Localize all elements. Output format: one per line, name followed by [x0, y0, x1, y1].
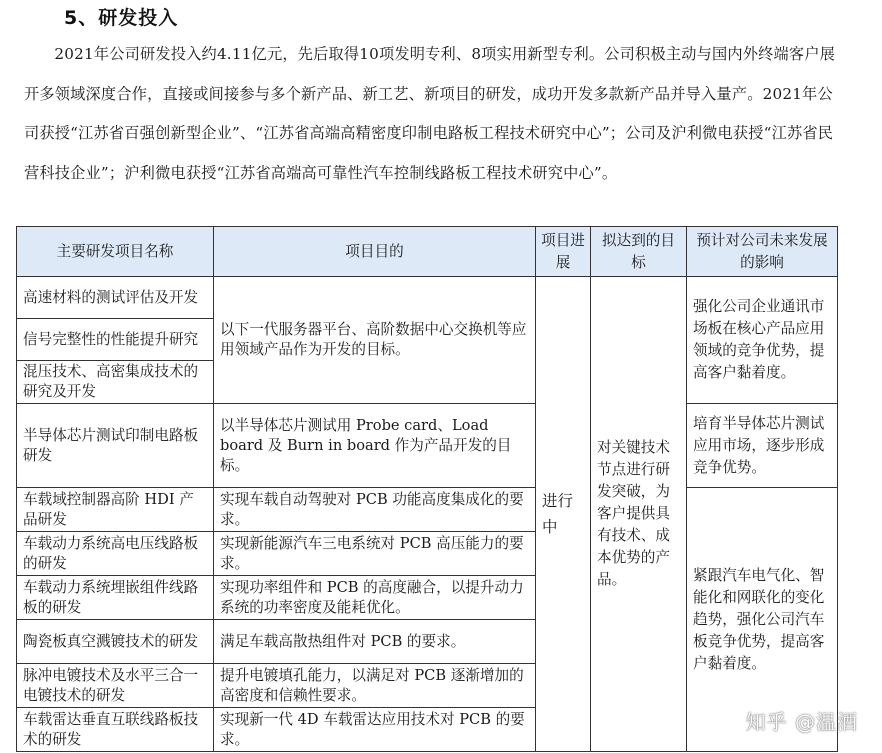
rd-projects-table: [16, 226, 838, 752]
table-row: [17, 277, 838, 319]
impact-cell: 培育半导体芯片测试应用市场，逐步形成竞争优势。: [687, 404, 838, 488]
project-name-cell: 车载动力系统埋嵌组件线路板的研发: [17, 576, 214, 620]
watermark: 知乎 @温酒: [745, 710, 858, 734]
header-project-progress: 项目进展: [536, 227, 591, 277]
project-name-cell: 混压技术、高密集成技术的研究及开发: [17, 361, 214, 404]
section-heading: 5、研发投入: [64, 7, 179, 29]
table-row: [17, 404, 838, 488]
project-purpose-cell: 提升电镀填孔能力，以满足对 PCB 逐渐增加的高密度和信赖性要求。: [214, 664, 536, 708]
target-cell: 对关键技术节点进行研发突破，为客户提供具有技术、成本优势的产品。: [591, 277, 687, 752]
project-purpose-cell: 实现新一代 4D 车载雷达应用技术对 PCB 的要求。: [214, 708, 536, 752]
project-name-cell: 陶瓷板真空溅镀技术的研发: [17, 620, 214, 664]
table-header-row: [17, 227, 838, 277]
impact-cell: 强化公司企业通讯市场板在核心产品应用领域的竞争优势，提高客户黏着度。: [687, 277, 838, 404]
impact-cell: 紧跟汽车电气化、智能化和网联化的变化趋势，强化公司汽车板竞争优势，提高客户黏着度。: [687, 488, 838, 752]
project-purpose-cell: 以半导体芯片测试用 Probe card、Load board 及 Burn in board 作为产品开发的目标。: [214, 404, 536, 488]
project-purpose-cell: 实现车载自动驾驶对 PCB 功能高度集成化的要求。: [214, 488, 536, 532]
section-paragraph: 2021年公司研发投入约4.11亿元，先后取得10项发明专利、8项实用新型专利。公司积极主动与国内外终端客户展开多领域深度合作，直接或间接参与多个新产品、新工艺、新项目的研发，成功开发多款新产品并导入量产。2021年公司获授“江苏省百强创新型企业”、“江苏省高端高精密度印制电路板工程技术研究中心”；公司及沪利微电获授“江苏省民营科技企业”；沪利微电获授“江苏省高端高可靠性汽车控制线路板工程技术研究中心”。: [24, 45, 836, 182]
project-name-cell: 脉冲电镀技术及水平三合一电镀技术的研发: [17, 664, 214, 708]
project-purpose-cell: 以下一代服务器平台、高阶数据中心交换机等应用领域产品作为开发的目标。: [214, 277, 536, 404]
table-row: [17, 488, 838, 532]
project-purpose-cell: 实现新能源汽车三电系统对 PCB 高压能力的要求。: [214, 532, 536, 576]
header-project-purpose: 项目目的: [214, 227, 536, 277]
project-name-cell: 车载域控制器高阶 HDI 产品研发: [17, 488, 214, 532]
project-name-cell: 信号完整性的性能提升研究: [17, 319, 214, 361]
header-target: 拟达到的目标: [591, 227, 687, 277]
project-progress-cell: 进行中: [536, 277, 591, 752]
project-name-cell: 车载动力系统高电压线路板的研发: [17, 532, 214, 576]
project-name-cell: 半导体芯片测试印制电路板研发: [17, 404, 214, 488]
header-impact: 预计对公司未来发展的影响: [687, 227, 838, 277]
project-purpose-cell: 满足车载高散热组件对 PCB 的要求。: [214, 620, 536, 664]
project-name-cell: 车载雷达垂直互联线路板技术的研发: [17, 708, 214, 752]
project-purpose-cell: 实现功率组件和 PCB 的高度融合，以提升动力系统的功率密度及能耗优化。: [214, 576, 536, 620]
header-project-name: 主要研发项目名称: [17, 227, 214, 277]
project-name-cell: 高速材料的测试评估及开发: [17, 277, 214, 319]
